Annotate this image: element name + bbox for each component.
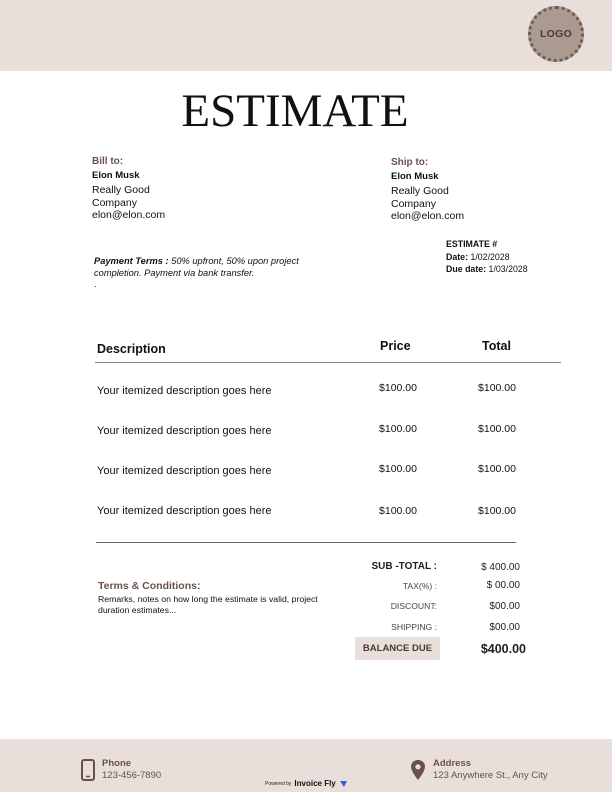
- row-4-price: $100.00: [379, 505, 417, 517]
- phone-label: Phone: [102, 758, 132, 769]
- ship-to-company-line2: Company: [391, 197, 436, 210]
- estimate-number-label: ESTIMATE #: [446, 239, 498, 249]
- row-3-description: Your itemized description goes here: [97, 465, 272, 477]
- bill-to-company-line2: Company: [92, 196, 137, 209]
- tax-value: $ 00.00: [486, 580, 520, 591]
- table-bottom-divider: [96, 542, 516, 543]
- bill-to-company-line1: Really Good: [92, 184, 150, 196]
- brand-name: Invoice Fly: [294, 779, 336, 788]
- ship-to-company-line1: Really Good: [391, 185, 449, 197]
- phone-value: 123-456-7890: [102, 770, 162, 781]
- ship-to-email: elon@elon.com: [391, 210, 465, 222]
- discount-label: DISCOUNT:: [390, 601, 437, 611]
- due-date: 1/03/2028: [488, 264, 528, 274]
- row-4-total: $100.00: [478, 505, 516, 517]
- location-pin-icon: [410, 759, 426, 786]
- estimate-date: 1/02/2028: [470, 251, 510, 262]
- terms-text: Remarks, notes on how long the estimate is valid, project duration estimates...: [98, 594, 318, 615]
- logo-text: LOGO: [539, 28, 573, 40]
- subtotal-label: SUB -TOTAL :: [371, 561, 437, 572]
- document-title: ESTIMATE: [181, 85, 409, 137]
- col-header-total: Total: [482, 339, 511, 353]
- bill-to-block: [92, 156, 165, 222]
- row-2-description: Your itemized description goes here: [97, 425, 272, 437]
- payment-terms-label: Payment Terms :: [94, 256, 169, 266]
- bill-to-email: elon@elon.com: [92, 209, 166, 221]
- row-1-description: Your itemized description goes here: [97, 385, 272, 397]
- row-1-price: $100.00: [379, 382, 417, 394]
- phone-icon: [81, 759, 95, 786]
- payment-terms: [94, 256, 309, 291]
- date-label: Date:: [446, 251, 468, 262]
- tax-label: TAX(%) :: [402, 581, 437, 591]
- balance-due-value: $400.00: [480, 642, 526, 656]
- discount-value: $00.00: [489, 601, 520, 612]
- due-date-label: Due date:: [446, 264, 487, 274]
- bill-to-label: Bill to:: [92, 156, 124, 167]
- ship-to-block: [391, 157, 464, 223]
- logo-placeholder: [528, 6, 584, 62]
- address-label: Address: [433, 758, 472, 769]
- payment-terms-dot: .: [94, 279, 97, 289]
- bill-to-name: Elon Musk: [92, 170, 140, 181]
- powered-by: [265, 779, 348, 788]
- col-header-price: Price: [380, 339, 411, 353]
- ship-to-label: Ship to:: [391, 157, 429, 168]
- row-4-description: Your itemized description goes here: [97, 505, 272, 517]
- terms-title: Terms & Conditions:: [98, 580, 201, 592]
- row-2-price: $100.00: [379, 423, 417, 435]
- payment-terms-text: 50% upfront, 50% upon project completion. Payment via bank transfer.: [94, 256, 299, 278]
- row-3-total: $100.00: [478, 463, 516, 475]
- powered-by-label: Powered by: [265, 780, 292, 787]
- balance-due-label: BALANCE DUE: [355, 637, 440, 660]
- address-value: 123 Anywhere St., Any City: [433, 770, 548, 781]
- estimate-meta: [446, 238, 528, 276]
- row-1-total: $100.00: [478, 382, 516, 394]
- shipping-label: SHIPPING :: [391, 622, 437, 632]
- brand-icon: [339, 780, 348, 788]
- row-2-total: $100.00: [478, 423, 516, 435]
- ship-to-name: Elon Musk: [391, 171, 439, 182]
- shipping-value: $00.00: [489, 622, 520, 633]
- header-divider: [95, 362, 561, 363]
- header-band: [0, 0, 612, 71]
- row-3-price: $100.00: [379, 463, 417, 475]
- subtotal-value: $ 400.00: [481, 562, 520, 573]
- col-header-description: Description: [97, 342, 166, 356]
